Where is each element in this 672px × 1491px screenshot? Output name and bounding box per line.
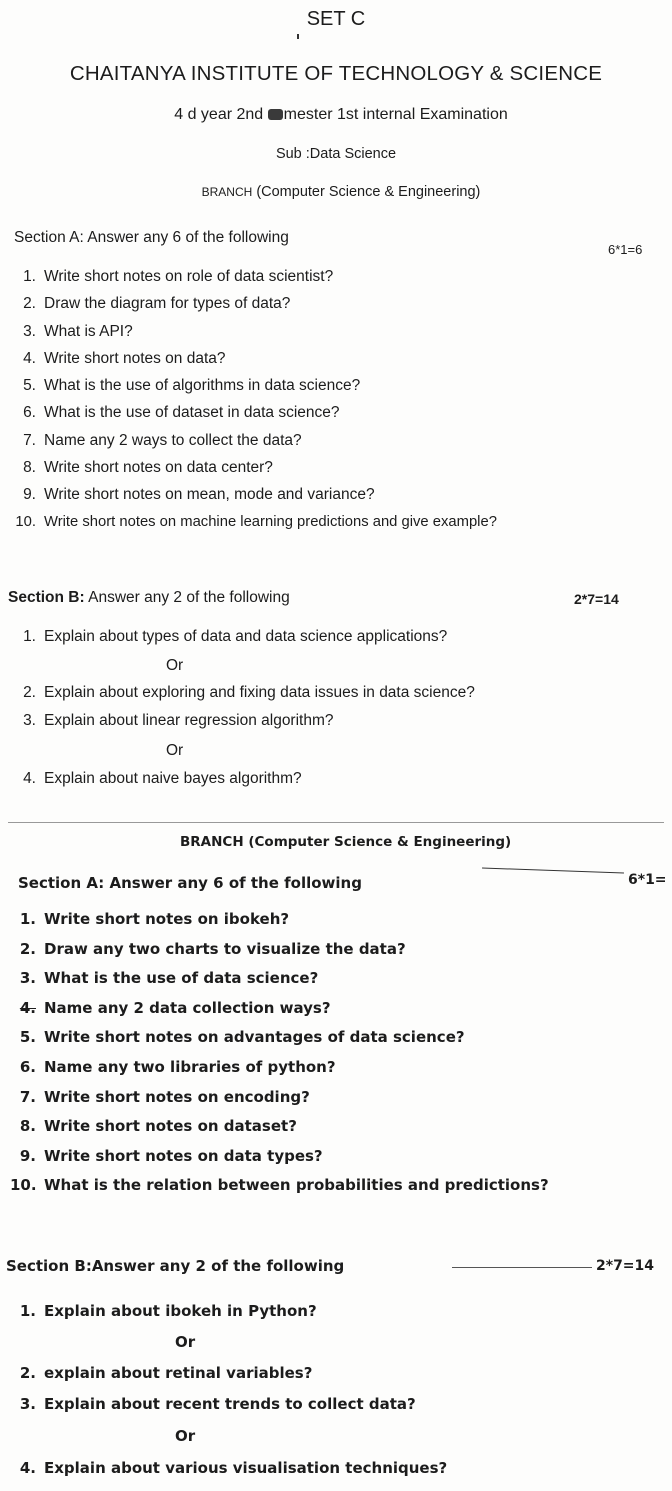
ink-blot-mark: [268, 109, 283, 120]
pen-stroke-mark: [452, 1267, 592, 1268]
p2-section-a-questions: [10, 905, 549, 1201]
list-item: 7. Write short notes on encoding?: [19, 1087, 310, 1106]
exam-title: [0, 106, 672, 124]
list-item: 4. Explain about naive bayes algorithm?: [23, 770, 302, 787]
list-item: 1. Explain about ibokeh in Python?: [19, 1302, 317, 1320]
list-item: 1. Write short notes on ibokeh?: [19, 910, 290, 928]
p1-section-a-title: Section A: Answer any 6 of the following: [14, 229, 289, 246]
list-item: 10. Write short notes on machine learning predictions and give example?: [15, 513, 497, 530]
divider: [8, 822, 664, 823]
pen-stroke-mark: [482, 868, 624, 874]
list-item: 3. Explain about linear regression algorithm?: [23, 712, 334, 729]
list-item: 6. Name any two libraries of python?: [19, 1057, 336, 1076]
list-item: 4. Name any 2 data collection ways?: [19, 998, 331, 1017]
or-separator: Or: [166, 657, 184, 674]
list-item: 2. Explain about exploring and fixing data issues in data science?: [23, 684, 475, 701]
or-separator: Or: [166, 742, 184, 759]
subject-line: Sub :Data Science: [275, 146, 397, 162]
list-item: 8. Write short notes on data center?: [23, 459, 273, 477]
list-item: 9. Write short notes on mean, mode and variance?: [23, 486, 375, 504]
p1-section-a-marks: 6*1=6: [608, 242, 643, 257]
list-item: 3. Explain about recent trends to collect data?: [19, 1395, 416, 1413]
list-item: 2. Draw any two charts to visualize the data?: [19, 939, 406, 958]
list-item: 6. What is the use of dataset in data science?: [23, 404, 340, 422]
list-item: 9. Write short notes on data types?: [19, 1146, 323, 1165]
p2-section-b-marks: 2*7=14: [596, 1258, 655, 1274]
exam-title-suffix: mester 1st internal Examination: [283, 106, 508, 123]
p1-section-a-questions: [10, 263, 497, 536]
p1-section-b-title: Section B: Answer any 2 of the following: [8, 589, 290, 606]
branch-name: (Computer Science & Engineering): [256, 184, 481, 200]
list-item: 1. Explain about types of data and data science applications?: [23, 628, 448, 645]
exam-title-prefix: 4 d year 2nd: [174, 106, 264, 123]
set-label: SET C: [306, 8, 366, 30]
p1-section-b-marks: 2*7=14: [574, 591, 619, 607]
list-item: 2. explain about retinal variables?: [19, 1364, 313, 1382]
or-separator: Or: [175, 1427, 196, 1445]
list-item: 3. What is API?: [23, 322, 133, 340]
p2-section-a-marks: 6*1=: [628, 872, 667, 888]
institute-name: CHAITANYA INSTITUTE OF TECHNOLOGY & SCIENCE: [69, 62, 603, 85]
list-item: 5. Write short notes on advantages of data science?: [19, 1028, 465, 1047]
p2-section-b-title: Section B:Answer any 2 of the following: [6, 1257, 345, 1275]
p2-branch-line: BRANCH (Computer Science & Engineering): [180, 834, 512, 850]
list-item: 8. Write short notes on dataset?: [19, 1117, 297, 1136]
list-item: 2. Draw the diagram for types of data?: [23, 295, 291, 313]
list-item: 4. Explain about various visualisation techniques?: [19, 1459, 448, 1477]
branch-prefix: BRANCH: [201, 185, 253, 199]
list-item: 10. What is the relation between probabilities and predictions?: [10, 1176, 549, 1195]
p2-section-a-title: Section A: Answer any 6 of the following: [18, 874, 362, 892]
list-item: 5. What is the use of algorithms in data science?: [23, 377, 361, 395]
branch-line: [0, 184, 672, 200]
list-item: 7. Name any 2 ways to collect the data?: [23, 431, 302, 449]
or-separator: Or: [175, 1333, 196, 1351]
list-item: 1. Write short notes on role of data scientist?: [23, 268, 334, 285]
list-item: 4. Write short notes on data?: [23, 349, 226, 367]
set-underline-mark: [297, 34, 299, 39]
list-item: 3. What is the use of data science?: [19, 969, 319, 988]
